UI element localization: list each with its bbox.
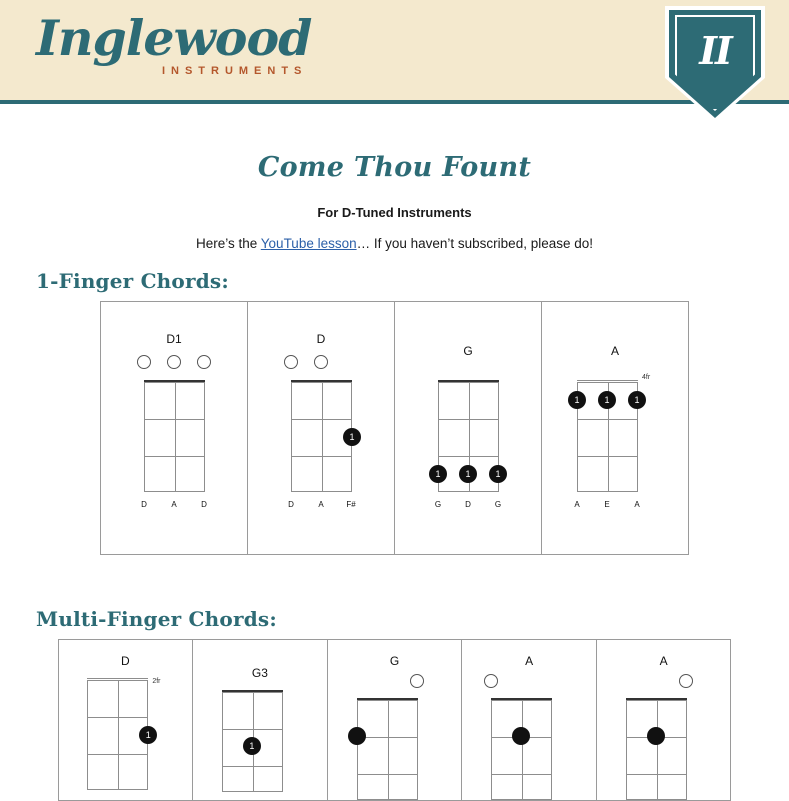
fret-line (292, 456, 351, 457)
fret-line (223, 766, 282, 767)
chord-cell-g3 (193, 640, 328, 801)
fret-line (88, 717, 147, 718)
page-header (0, 0, 789, 104)
finger-dot: 1 (343, 428, 361, 446)
fret-line (145, 456, 204, 457)
chord-name: G3 (251, 666, 268, 680)
fret-line (627, 774, 686, 775)
chord-diagram (347, 672, 443, 792)
string-name: F# (346, 500, 356, 509)
finger-dot (647, 727, 665, 745)
open-string-marker (484, 674, 498, 688)
string-line (118, 681, 119, 789)
document-body (0, 152, 789, 801)
chord-cell-a (542, 302, 689, 555)
chord-name: A (610, 344, 619, 358)
brand-logo (36, 9, 312, 77)
chord-cell-d1 (101, 302, 248, 555)
string-name: E (604, 500, 610, 509)
chord-cell-d (248, 302, 395, 555)
top-fret-line (87, 678, 148, 679)
open-string-marker (167, 355, 181, 369)
finger-dot (348, 727, 366, 745)
finger-dot: 1 (243, 737, 261, 755)
chord-name: G (389, 654, 400, 668)
string-line (388, 701, 389, 799)
finger-dot: 1 (429, 465, 447, 483)
fretboard-grid (357, 700, 418, 800)
string-line (522, 701, 523, 799)
fret-line (578, 419, 637, 420)
string-name: D (141, 500, 147, 509)
string-line (657, 701, 658, 799)
chord-diagram (428, 364, 508, 534)
string-name: A (634, 500, 640, 509)
chord-cell-a-multi-2 (596, 640, 731, 801)
open-string-marker (197, 355, 211, 369)
open-string-marker (410, 674, 424, 688)
fret-line (358, 737, 417, 738)
fretboard-grid (626, 700, 687, 800)
fret-line (358, 774, 417, 775)
chord-name: D (120, 654, 130, 668)
table-row (101, 302, 689, 555)
chord-name: A (525, 654, 534, 668)
brand-name: Inglewood (36, 9, 312, 67)
string-name: A (318, 500, 324, 509)
fret-position-marker: 2fr (152, 678, 161, 685)
open-string-marker (314, 355, 328, 369)
finger-dot: 1 (139, 726, 157, 744)
finger-dot: 1 (598, 391, 616, 409)
chord-diagram (134, 352, 214, 532)
lesson-prefix: Here’s the (195, 236, 261, 251)
fret-line (578, 456, 637, 457)
string-line (322, 383, 323, 491)
fretboard-grid (491, 700, 552, 800)
finger-dot: 1 (459, 465, 477, 483)
string-name: D (201, 500, 207, 509)
lesson-suffix: … If you haven’t subscribed, please do! (356, 236, 593, 251)
chord-diagram (281, 352, 361, 532)
shield-monogram: II (699, 28, 731, 73)
fret-line (223, 729, 282, 730)
page-title: Come Thou Fount (257, 152, 532, 183)
brand-subtitle: INSTRUMENTS (161, 65, 308, 77)
chord-cell-a-multi-1 (462, 640, 597, 801)
string-name: G (434, 500, 442, 509)
chord-name: D (316, 332, 326, 346)
fret-line (88, 754, 147, 755)
chord-diagram (212, 686, 308, 796)
section-heading-multi-finger: Multi-Finger Chords: (36, 607, 277, 631)
finger-dot (512, 727, 530, 745)
table-row (58, 640, 731, 801)
chord-cell-g-multi (327, 640, 462, 801)
one-finger-chord-table (100, 301, 689, 555)
chord-diagram (616, 672, 712, 792)
multi-finger-chord-table (58, 639, 732, 801)
fret-line (145, 419, 204, 420)
finger-dot: 1 (568, 391, 586, 409)
string-name: A (574, 500, 580, 509)
open-string-marker (137, 355, 151, 369)
chord-name: G (463, 344, 473, 358)
open-string-marker (679, 674, 693, 688)
chord-diagram (77, 674, 173, 794)
page-subtitle: For D-Tuned Instruments (317, 205, 472, 220)
chord-diagram (481, 672, 577, 792)
section-spacer (36, 555, 753, 589)
section-heading-one-finger: 1-Finger Chords: (36, 269, 229, 293)
open-string-marker (284, 355, 298, 369)
fret-line (439, 419, 498, 420)
fret-line (292, 419, 351, 420)
string-name: A (171, 500, 177, 509)
chord-name: D1 (166, 332, 182, 346)
youtube-lesson-link[interactable]: YouTube lesson (260, 236, 357, 251)
string-name: D (465, 500, 471, 509)
string-name: D (288, 500, 294, 509)
chord-diagram (567, 364, 663, 534)
chord-cell-g (395, 302, 542, 555)
fret-position-marker: 4fr (642, 374, 651, 381)
string-name: G (494, 500, 502, 509)
fretboard-grid (144, 382, 205, 492)
chord-cell-d-multi (58, 640, 193, 801)
fret-line (492, 774, 551, 775)
string-line (175, 383, 176, 491)
chord-name: A (659, 654, 668, 668)
shield-logo-icon (665, 6, 765, 122)
top-fret-line (577, 380, 638, 381)
lesson-line (36, 236, 753, 251)
finger-dot: 1 (489, 465, 507, 483)
finger-dot: 1 (628, 391, 646, 409)
fret-line (439, 456, 498, 457)
